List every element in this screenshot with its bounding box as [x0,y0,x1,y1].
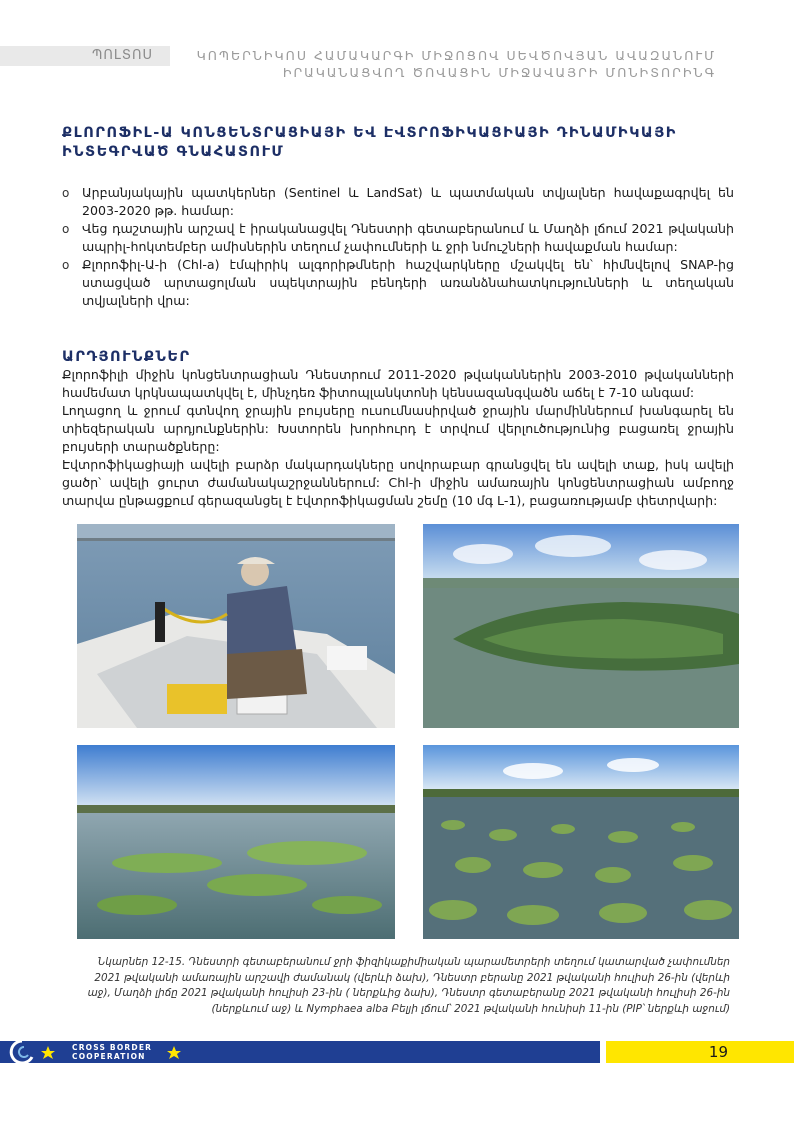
logo-line2: COOPERATION [72,1052,146,1061]
header-tab [0,46,170,66]
bullet-mark: o [62,222,70,236]
results-paragraph: Էվտրոֆիկացիայի ավելի բարձր մակարդակները սովորաբար գրանցվել են ավելի տաք, իսկ ավելի ցածր՝ ավելի ցուրտ ժամանակաշրջաններում: Chl-ի միջին ամառային կոնցենտրացիան ամբողջ տարվա ընթացքում գերազանցել է էվտրոֆիկացման շեմը (10 մգ L-1), բացառությամբ փետրվարի: [62,457,734,508]
figure-caption: Նկարներ 12-15. Դնեստրի գետաբերանում ջրի ֆիզիկաքիմիական պարամետրերի տեղում կատարված չափումներ 2021 թվականի ամառային արշավի ժամանակ (վերևի ձախ), Դնեստր բերանը 2021 թվականի հուլիսի 26-ին (վերևի աջ), Մաղձի լիճը 2021 թվականի հուլիսի 23-ին ( ներքևից ձախ), Դնեստր գետաբերանը 2021 թվականի հուլիսի 26-ին (ներքևում աջ) և Nymphaea alba Բելյի լճում՝ 2021 թվականի հունիսի 11-ին (PIP՝ ներքևի աջում) [87,956,730,1015]
bullet-mark: o [62,186,70,200]
list-item [62,184,734,220]
list-item [62,256,734,310]
results-paragraph: Քլորոֆիլի միջին կոնցենտրացիան Դնեստրում 2011-2020 թվականներին 2003-2010 թվականների համեմատ կրկնապատկվել է, մինչդեռ ֆիտոպլանկտոնի կենսազանգվածն աճել է 7-10 անգամ: [62,367,734,400]
methods-list [62,184,734,310]
page-number: 19 [708,1043,728,1061]
list-item [62,220,734,256]
bullet-mark: o [62,258,70,272]
header-title-line2: ԻՐԱԿԱՆԱՑՎՈՂ ԾՈՎԱՑԻՆ ՄԻՋԱՎԱՅՐԻ ՄՈՆԻՏՈՐԻՆԳ [282,65,716,80]
header-title-line1: ԿՈՊԵՐՆԻԿՈՍ ՀԱՄԱԿԱՐԳԻ ՄԻՋՈՑՈՎ ՍԵՎԾՈՎՅԱՆ ԱՎԱԶԱՆՈՒՄ [196,48,716,63]
section-title: ՔԼՈՐՈՖԻԼ-Ա ԿՈՆՑԵՆՏՐԱՑԻԱՅԻ ԵՎ ԷՎՏՐՈՖԻԿԱՑԻԱՅԻ ԴԻՆԱՄԻԿԱՅԻ ԻՆՏԵԳՐՎԱԾ ԳՆԱՀԱՏՈՒՄ [62,125,677,160]
maghdzi-lake-photo [77,745,395,939]
footer-logo-text [72,1043,152,1061]
results-title: ԱՐԴՅՈՒՆՔՆԵՐ [62,349,191,365]
nymphaea-alba-lake-photo [423,745,739,939]
results-paragraph: Լողացող և ջրում գտնվող ջրային բույսերը ուսումնասիրված ջրային մարմիններում խանգարել են տիեզերական արդյունքներին: Խստորեն խորհուրդ է տրվում վերլուծությունից բացառել ջրային բույսերի տարածքները: [62,403,734,454]
logo-line1: CROSS BORDER [72,1043,153,1052]
list-item-text: Քլորոֆիլ-Ա-ի (Chl-a) էմպիրիկ ալգորիթմների հաշվարկները մշակվել են՝ հիմնվելով SNAP-ից ստացված արտացոլման սպեկտրային բենդերի առանձնահատկությունների և տեղական տվյալների վրա: [82,257,734,308]
field-sampling-boat-photo [77,524,395,728]
results-body [62,366,734,510]
footer-yellow-band [606,1041,794,1063]
list-item-text: Վեց դաշտային արշավ է իրականացվել Դնեստրի գետաբերանում և Մաղձի լճում 2021 թվականի ապրիլ-հոկտեմբեր ամիսներին տեղում չափումների և ջրի նմուշների հավաքման համար: [82,221,734,254]
dniester-estuary-aerial-photo [423,524,739,728]
list-item-text: Արբանյակային պատկերներ (Sentinel և LandSat) և պատմական տվյալներ հավաքագրվել են 2003-2020 թթ. համար: [82,185,734,218]
header-tab-label: ՊՈԼՏՈՍ [92,48,154,63]
header-title [197,47,716,81]
